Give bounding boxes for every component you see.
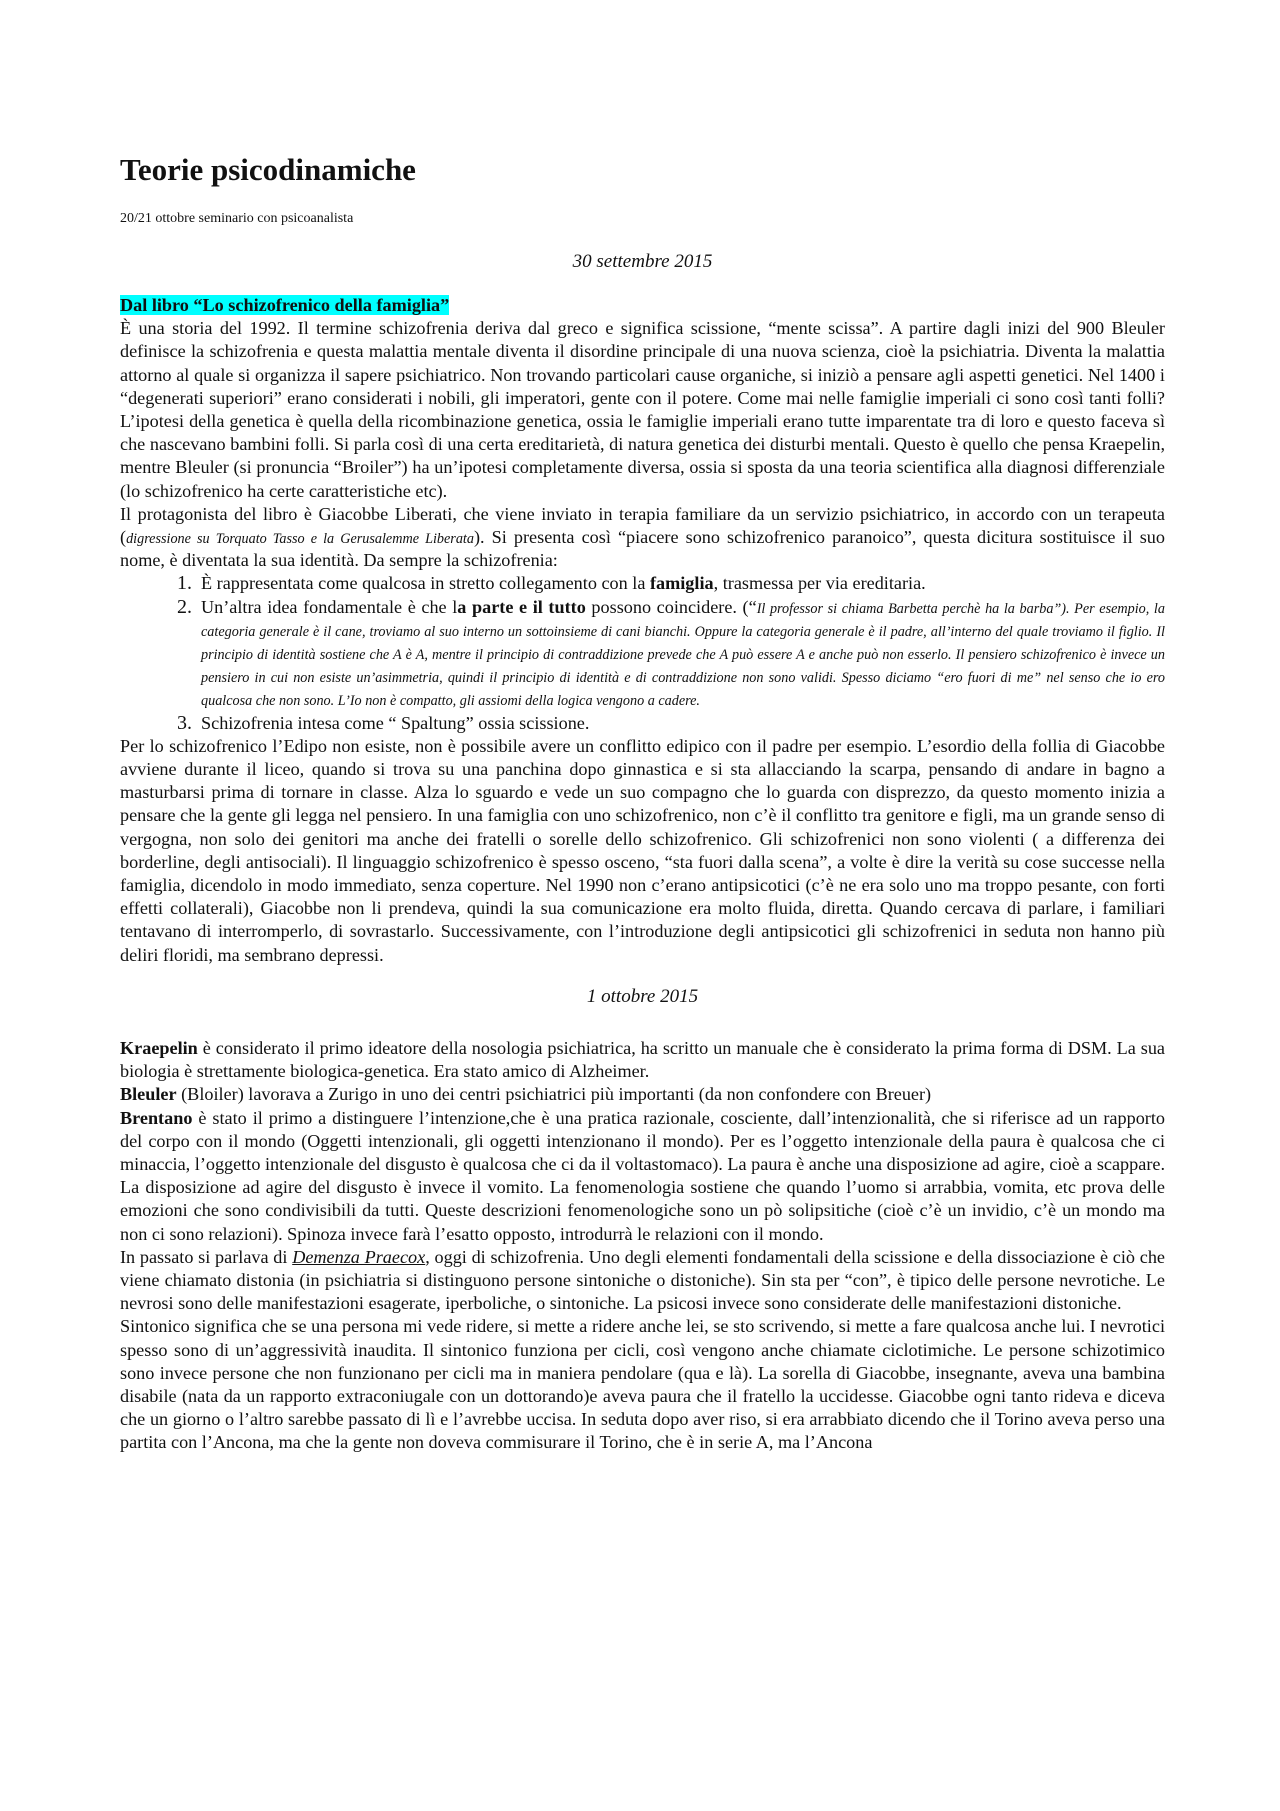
paragraph-kraepelin: Kraepelin è considerato il primo ideatore della nosologia psichiatrica, ha scritto un manuale che è considerato la prima forma di DSM. La sua biologia è strettamente biologica-genetica. Era stato amico di Alzheimer.	[120, 1037, 1165, 1082]
paragraph-3: Per lo schizofrenico l’Edipo non esiste, non è possibile avere un conflitto edipico con il padre per esempio. L’esordio della follia di Giacobbe avviene durante il liceo, quando si trova su una panchina dopo ginnastica e si sta allacciando la scarpa, pensando di andare in bagno a masturbarsi prima di tornare in classe. Alza lo sguardo e vede un suo compagno che lo guarda con disprezzo, da questo momento inizia a pensare che la gente gli legga nel pensiero. In una famiglia con uno schizofrenico, non c’è il conflitto tra genitore e figli, ma un grande senso di vergogna, non solo dei genitori ma anche dei fratelli o sorelle dello schizofrenico. Gli schizofrenici non sono violenti ( a differenza dei borderline, degli antisociali). Il linguaggio schizofrenico è spesso osceno, “sta fuori dalla scena”, a volte è dire la verità su cose successe nella famiglia, dicendolo in modo immediato, senza coperture. Nel 1990 non c’erano antipsicotici (c’è ne era solo uno ma troppo pesante, con forti effetti collaterali), Giacobbe non li prendeva, quindi la sua comunicazione era molto fluida, diretta. Quando cercava di parlare, i familiari tentavano di interromperlo, di sovrastarlo. Successivamente, con l’introduzione degli antipsicotici gli schizofrenici in seduta non hanno più deliri floridi, ma sembrano depressi.	[120, 735, 1165, 965]
example-note: Il professor si chiama Barbetta perchè ha la barba”). Per esempio, la categoria generale è il cane, troviamo al suo interno un sottoinsieme di cani bianchi. Oppure la categoria generale è il padre, all’interno del quale troviamo il figlio. Il principio di identità sostiene che A è A, mentre il principio di contraddizione prevede che A può essere A e anche può non esserlo. Il pensiero schizofrenico è invece un pensiero in cui non esiste un’asimmetria, quindi il principio di identità e di contraddizione non sono validi. Spesso diciamo “ero fuori di me” nel senso che io ero qualcosa che non sono. L’Io non è compatto, gli assiomi della logica vengono a cadere.	[201, 600, 1165, 710]
section-2	[120, 1037, 1165, 1455]
list-item: 3. Schizofrenia intesa come “ Spaltung” ossia scissione.	[197, 712, 1165, 735]
paragraph-bleuler: Bleuler (Bloiler) lavorava a Zurigo in uno dei centri psichiatrici più importanti (da non confondere con Breuer)	[120, 1084, 932, 1105]
seminar-note: 20/21 ottobre seminario con psicoanalista	[120, 211, 354, 226]
paragraph-brentano: Brentano è stato il primo a distinguere l’intenzione,che è una pratica razionale, cosciente, dall’intenzionalità, che si riferisce ad un rapporto del corpo con il mondo (Oggetti intenzionali, gli oggetti intenzionano il mondo). Per es l’oggetto intenzionale della paura è qualcosa che ci minaccia, l’oggetto intenzionale del disgusto è qualcosa che ci da il voltastomaco). La paura è anche una disposizione ad agire, cioè a scappare. La disposizione ad agire del disgusto è invece il vomito. La fenomenologia sostiene che quando l’uomo si arrabbia, vomita, etc prova delle emozioni che sono condivisibili da tutti. Queste descrizioni fenomenologiche sono un pò solipsitiche (cioè c’è un invidio, c’è un mondo ma non ci sono relazioni). Spinoza invece farà l’esatto opposto, introdurrà le relazioni con il mondo.	[120, 1107, 1165, 1244]
paragraph-4: In passato si parlava di Demenza Praecox, oggi di schizofrenia. Uno degli elementi fondamentali della scissione e della dissociazione è ciò che viene chiamato distonia (in psichiatria si distinguono persone sintoniche o distoniche). Sin sta per “con”, è tipico delle persone nevrotiche. Le nevrosi sono delle manifestazioni esagerate, iperboliche, o sintoniche. La psicosi invece sono considerate delle manifestazioni distoniche.	[120, 1246, 1165, 1314]
paragraph-1: È una storia del 1992. Il termine schizofrenia deriva dal greco e significa scissione, “mente scissa”. A partire dagli inizi del 900 Bleuler definisce la schizofrenia e questa malattia mentale diventa il disordine principale di una nuova scienza, cioè la psichiatria. Diventa la malattia attorno al quale si organizza il sapere psichiatrico. Non trovando particolari cause organiche, si iniziò a pensare agli aspetti genetici. Nel 1400 i “degenerati superiori” erano considerati i nobili, gli imperatori, gente con il potere. Come mai nelle famiglie imperiali ci sono così tanti folli? L’ipotesi della genetica è quella della ricombinazione genetica, ossia le famiglie imperiali erano tutte imparentate tra di loro e questo faceva sì che nascevano bambini folli. Si parla così di una certa ereditarietà, di natura genetica dei disturbi mentali. Questo è quello che pensa Kraepelin, mentre Bleuler (si pronuncia “Broiler”) ha un’ipotesi completamente diversa, ossia si sposta da una teoria scientifica alla diagnosi differenziale (lo schizofrenico ha certe caratteristiche etc).	[120, 318, 1165, 501]
numbered-list	[120, 572, 1165, 734]
document-page	[120, 150, 1165, 1455]
date-heading-2: 1 ottobre 2015	[586, 985, 699, 1007]
highlighted-heading: Dal libro “Lo schizofrenico della famiglia”	[120, 295, 450, 315]
paragraph-5: Sintonico significa che se una persona mi vede ridere, si mette a ridere anche lei, se sto scrivendo, si mette a fare qualcosa anche lui. I nevrotici spesso sono di un’aggressività inaudita. Il sintonico funziona per cicli, così vengono anche chiamate ciclotimiche. Le persone schizotimico sono invece persone che non funzionano per cicli ma in maniera pendolare (qua e là). La sorella di Giacobbe, insegnante, aveva una bambina disabile (nata da un rapporto extraconiugale con un dottorando)e aveva paura che il fratello la uccidesse. Giacobbe ogni tanto rideva e diceva che un giorno o l’altro sarebbe passato di lì e l’avrebbe uccisa. In seduta dopo aver riso, si era arrabbiato dicendo che il Torino aveva perso una partita con l’Ancona, ma che la gente non doveva commisurare il Torino, che è in serie A, ma l’Ancona	[120, 1316, 1165, 1453]
list-item: 1. È rappresentata come qualcosa in stretto collegamento con la famiglia, trasmessa per via ereditaria.	[197, 572, 1165, 595]
date-heading-1: 30 settembre 2015	[572, 251, 713, 272]
digression-note: digressione su Torquato Tasso e la Gerusalemme Liberata	[126, 531, 474, 548]
page-title: Teorie psicodinamiche	[120, 152, 416, 187]
term-demenza-praecox: Demenza Praecox	[292, 1246, 426, 1267]
list-item: 2. Un’altra idea fondamentale è che la parte e il tutto possono coincidere. (“Il professor si chiama Barbetta perchè ha la barba”). Per esempio, la categoria generale è il cane, troviamo al suo interno un sottoinsieme di cani bianchi. Oppure la categoria generale è il padre, all’interno del quale troviamo il figlio. Il principio di identità sostiene che A è A, mentre il principio di contraddizione prevede che A può essere A e anche può non esserlo. Il pensiero schizofrenico è invece un pensiero in cui non esiste un’asimmetria, quindi il principio di identità e di contraddizione non sono validi. Spesso diciamo “ero fuori di me” nel senso che io ero qualcosa che non sono. L’Io non è compatto, gli assiomi della logica vengono a cadere.	[197, 596, 1165, 712]
paragraph-2: Il protagonista del libro è Giacobbe Liberati, che viene inviato in terapia familiare da un servizio psichiatrico, in accordo con un terapeuta (digressione su Torquato Tasso e la Gerusalemme Liberata). Si presenta così “piacere sono schizofrenico paranoico”, questa dicitura sostituisce il suo nome, è diventata la sua identità. Da sempre la schizofrenia:	[120, 503, 1165, 571]
section-1	[120, 294, 1165, 967]
